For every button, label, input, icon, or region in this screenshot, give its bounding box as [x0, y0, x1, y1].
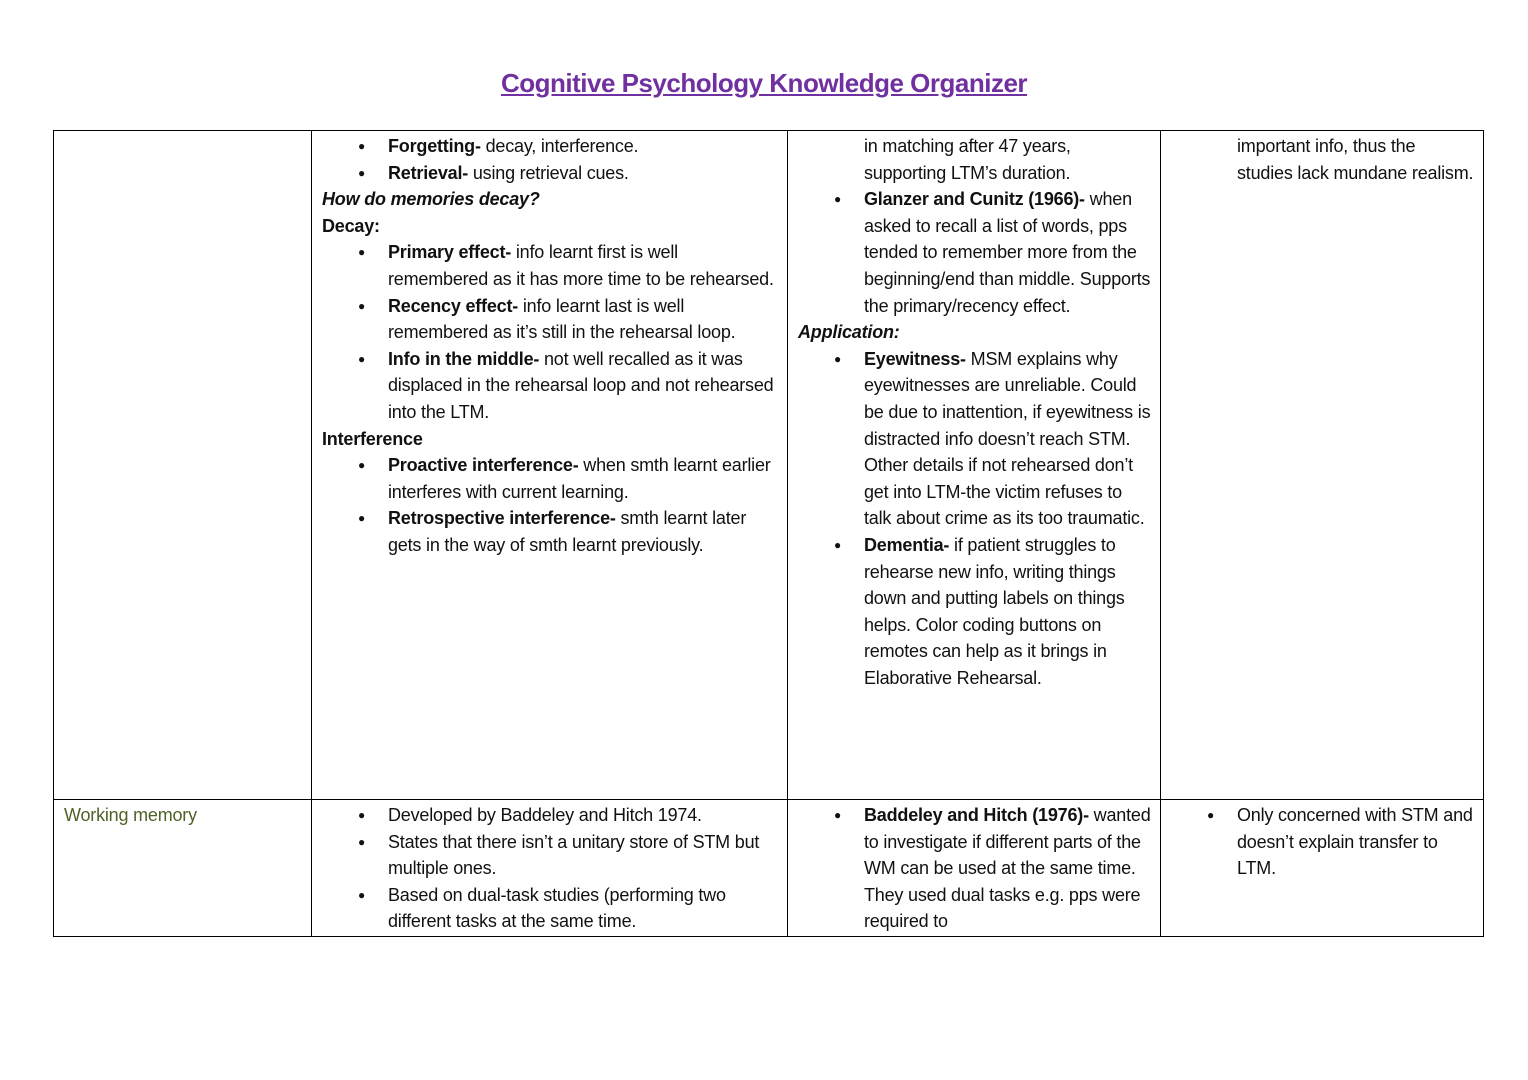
- continued-text: important info, thus the studies lack mundane realism.: [1237, 136, 1474, 183]
- list-item: ● Glanzer and Cunitz (1966)- when asked to recall a list of words, pps tended to remember more from the beginning/end than middle. Supports the primary/recency effect.: [864, 186, 1152, 319]
- evaluation-cell: [1161, 800, 1484, 937]
- list-item: ● Retrieval- using retrieval cues.: [388, 160, 779, 187]
- evaluation-cell: [1161, 131, 1484, 800]
- list-item: ● Developed by Baddeley and Hitch 1974.: [388, 802, 779, 829]
- subheading: Application:: [798, 322, 900, 343]
- list-item: ● Eyewitness- MSM explains why eyewitnesses are unreliable. Could be due to inattention, if eyewitness is distracted info doesn’t reach STM. Other details if not rehearsed don’t get into LTM-the victim refuses to talk about crime as its too traumatic.: [864, 346, 1152, 532]
- list-item: ● Forgetting- decay, interference.: [388, 133, 779, 160]
- list-item: ● Info in the middle- not well recalled as it was displaced in the rehearsal loop and not rehearsed into the LTM.: [388, 346, 779, 426]
- subheading: How do memories decay?: [322, 189, 540, 210]
- list-item: ● Proactive interference- when smth learnt earlier interferes with current learning.: [388, 452, 779, 505]
- list-item: ● Based on dual-task studies (performing two different tasks at the same time.: [388, 882, 779, 935]
- topic-cell: [54, 131, 312, 800]
- subheading: Interference: [322, 428, 423, 449]
- evidence-cell: [788, 131, 1161, 800]
- list-item: ● Baddeley and Hitch (1976)- wanted to investigate if different parts of the WM can be used at the same time. They used dual tasks e.g. pps were required to: [864, 802, 1152, 935]
- table-row: [54, 131, 1484, 800]
- list-item: ● States that there isn’t a unitary store of STM but multiple ones.: [388, 829, 779, 882]
- description-cell: [312, 800, 788, 937]
- organizer-table: [53, 130, 1484, 937]
- list-item: ● Dementia- if patient struggles to rehearse new info, writing things down and putting labels on things helps. Color coding buttons on remotes can help as it brings in Elaborative Rehearsal.: [864, 532, 1152, 692]
- list-item: ● Only concerned with STM and doesn’t explain transfer to LTM.: [1237, 802, 1475, 882]
- evidence-cell: [788, 800, 1161, 937]
- list-item: ● Primary effect- info learnt first is well remembered as it has more time to be rehearsed.: [388, 239, 779, 292]
- page-title: Cognitive Psychology Knowledge Organizer: [500, 68, 1028, 98]
- list-item: ● Retrospective interference- smth learnt later gets in the way of smth learnt previously.: [388, 505, 779, 558]
- topic-cell: Working memory: [54, 800, 312, 937]
- subheading: Decay:: [322, 215, 380, 236]
- table-row: [54, 800, 1484, 937]
- description-cell: [312, 131, 788, 800]
- continued-text: in matching after 47 years, supporting LTM’s duration.: [864, 136, 1071, 183]
- list-item: ● Recency effect- info learnt last is well remembered as it’s still in the rehearsal loop.: [388, 293, 779, 346]
